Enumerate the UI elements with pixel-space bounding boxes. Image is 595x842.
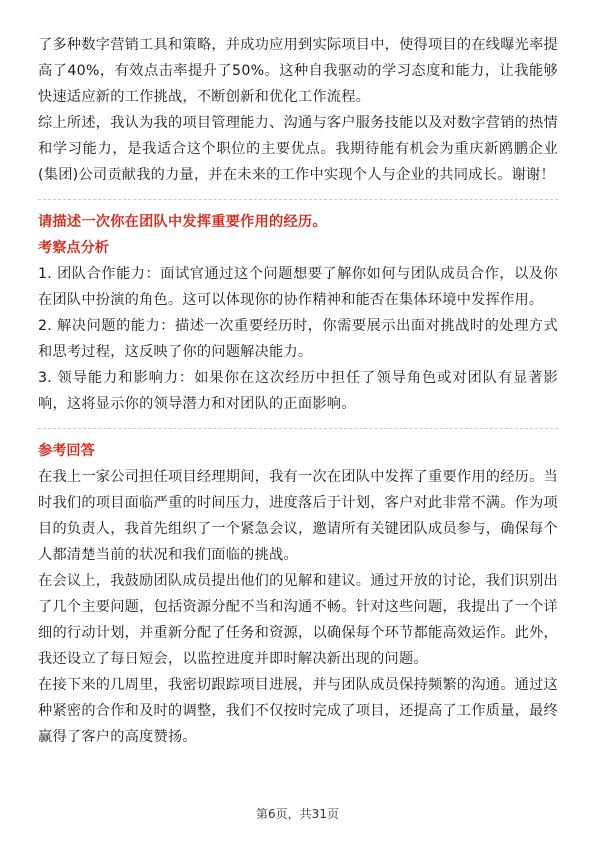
intro-paragraph: 了多种数字营销工具和策略，并成功应用到实际项目中，使得项目的在线曝光率提高了40%，有效点击率提升了50%。这种自我驱动的学习态度和能力，让我能够快速适应新的工作挑战，不断创新和优化工作流程。 <box>38 37 558 105</box>
answer-paragraph: 在会议上，我鼓励团队成员提出他们的见解和建议。通过开放的讨论，我们识别出了几个主要问题，包括资源分配不当和沟通不畅。针对这些问题，我提出了一个详细的行动计划，并重新分配了任务和资源，以确保每个环节都能高效运作。此外，我还设立了每日短会，以监控进度并即时解决新出现的问题。 <box>38 573 558 667</box>
answer-paragraph: 在接下来的几周里，我密切跟踪项目进展，并与团队成员保持频繁的沟通。通过这种紧密的合作和及时的调整，我们不仅按时完成了项目，还提高了工作质量，最终赢得了客户的高度赞扬。 <box>38 677 558 745</box>
analysis-title: 考察点分析 <box>38 240 109 256</box>
answer-title: 参考回答 <box>38 443 95 459</box>
answer-paragraph: 在我上一家公司担任项目经理期间，我有一次在团队中发挥了重要作用的经历。当时我们的项目面临严重的时间压力，进度落后于计划，客户对此非常不满。作为项目的负责人，我首先组织了一个紧急会议，邀请所有关键团队成员参与，确保每个人都清楚当前的状况和我们面临的挑战。 <box>38 469 558 563</box>
analysis-item: 1. 团队合作能力：面试官通过这个问题想要了解你如何与团队成员合作，以及你在团队中扮演的角色。这可以体现你的协作精神和能否在集体环境中发挥作用。 <box>38 266 558 308</box>
page-number: 第6页，共31页 <box>256 807 339 821</box>
section-divider <box>38 199 558 200</box>
document-page <box>38 32 558 750</box>
section-divider <box>38 428 558 429</box>
analysis-item: 2. 解决问题的能力：描述一次重要经历时，你需要展示出面对挑战时的处理方式和思考过程，这反映了你的问题解决能力。 <box>38 318 558 360</box>
analysis-item: 3. 领导能力和影响力：如果你在这次经历中担任了领导角色或对团队有显著影响，这将显示你的领导潜力和对团队的正面影响。 <box>38 370 558 412</box>
intro-paragraph: 综上所述，我认为我的项目管理能力、沟通与客户服务技能以及对数字营销的热情和学习能力，是我适合这个职位的主要优点。我期待能有机会为重庆新鸥鹏企业(集团)公司贡献我的力量，并在未来的工作中实现个人与企业的共同成长。谢谢！ <box>38 115 558 183</box>
interview-question: 请描述一次你在团队中发挥重要作用的经历。 <box>38 214 327 230</box>
